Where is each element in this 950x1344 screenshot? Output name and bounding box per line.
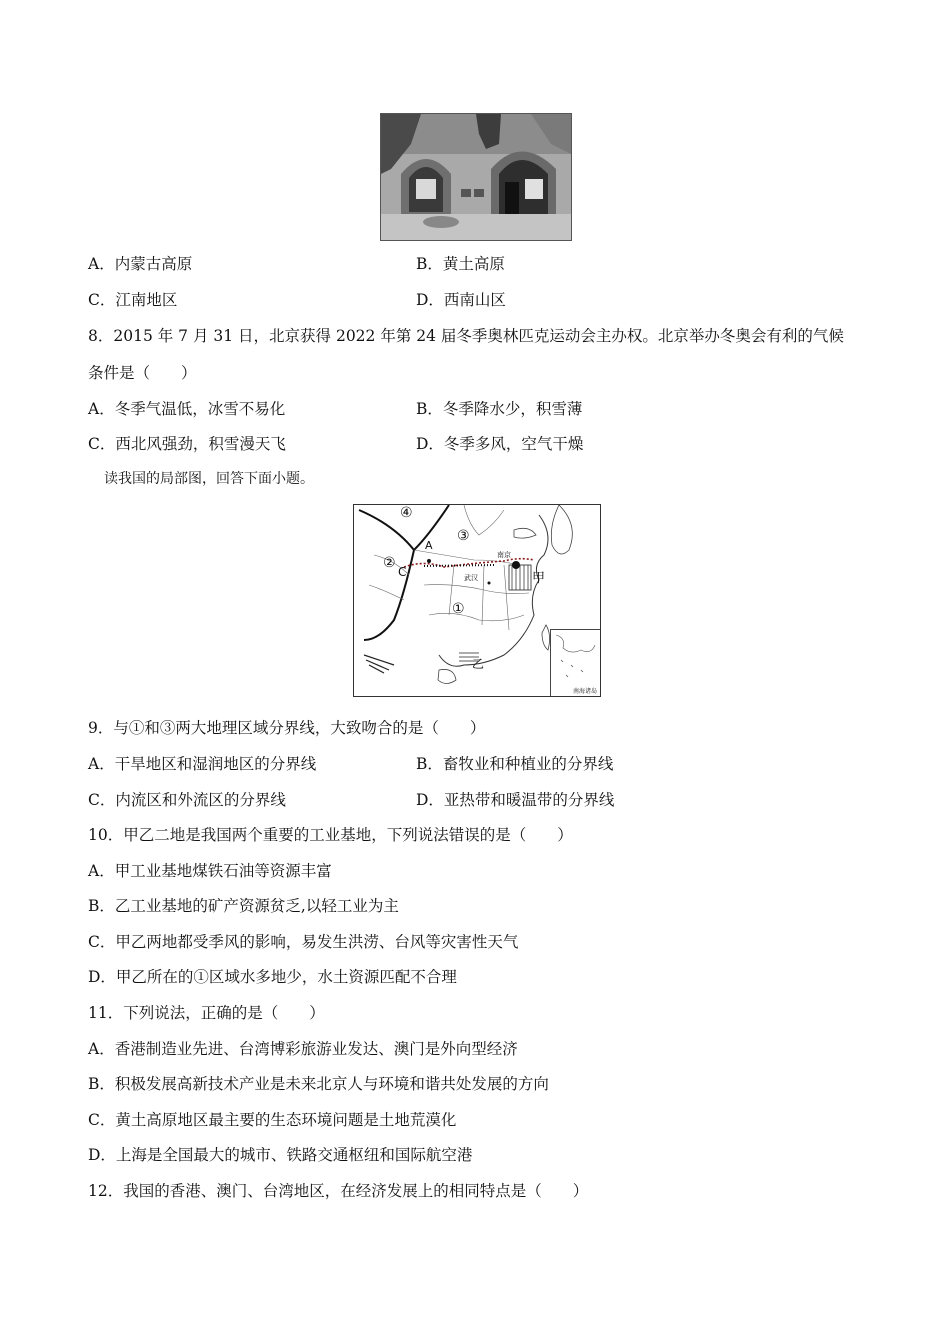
- q8-option-b: B．冬季降水少，积雪薄: [416, 400, 583, 418]
- cave-dwelling-photo: [380, 113, 572, 241]
- q9-option-a: A．干旱地区和湿润地区的分界线: [88, 755, 317, 773]
- q11-option-c: C．黄土高原地区最主要的生态环境问题是土地荒漠化: [88, 1111, 457, 1129]
- q7-option-c: C．江南地区: [88, 291, 178, 309]
- wuhan-label: 武汉: [464, 574, 478, 582]
- q8-stem-line2: 条件是（ ）: [88, 364, 197, 382]
- nanhai-label: 南海诸岛: [572, 688, 597, 695]
- q8-option-d: D．冬季多风，空气干燥: [416, 435, 584, 453]
- yaodong-image: [381, 114, 571, 240]
- q9-stem: 9．与①和③两大地理区域分界线，大致吻合的是（ ）: [88, 719, 486, 737]
- q8-option-a: A．冬季气温低，冰雪不易化: [88, 400, 286, 418]
- q10-option-a: A．甲工业基地煤铁石油等资源丰富: [88, 862, 332, 880]
- region-1-label: ①: [452, 601, 465, 617]
- q10-stem: 10．甲乙二地是我国两个重要的工业基地，下列说法错误的是（ ）: [88, 826, 573, 844]
- q9-option-c: C．内流区和外流区的分界线: [88, 791, 286, 809]
- region-4-label: ④: [400, 505, 413, 521]
- q10-option-c: C．甲乙两地都受季风的影响，易发生洪涝、台风等灾害性天气: [88, 933, 519, 951]
- q10-option-d: D．甲乙所在的①区域水多地少，水土资源匹配不合理: [88, 968, 457, 986]
- q9-option-b: B．畜牧业和种植业的分界线: [416, 755, 614, 773]
- china-region-map: [353, 504, 601, 697]
- q11-stem: 11．下列说法，正确的是（ ）: [88, 1004, 325, 1022]
- q11-option-d: D．上海是全国最大的城市、铁路交通枢纽和国际航空港: [88, 1146, 473, 1164]
- q9-option-d: D．亚热带和暖温带的分界线: [416, 791, 615, 809]
- q7-option-d: D．西南山区: [416, 291, 506, 309]
- point-c-label: C: [398, 565, 407, 579]
- q11-option-b: B．积极发展高新技术产业是未来北京人与环境和谐共处发展的方向: [88, 1075, 549, 1093]
- south-china-sea-inset: [550, 629, 600, 696]
- nanjing-label: 南京: [497, 551, 511, 559]
- region-3-label: ③: [457, 528, 470, 544]
- q8-option-c: C．西北风强劲，积雪漫天飞: [88, 435, 286, 453]
- q12-stem: 12．我国的香港、澳门、台湾地区，在经济发展上的相同特点是（ ）: [88, 1182, 589, 1200]
- q7-option-a: A．内蒙古高原: [88, 255, 193, 273]
- q8-stem-line1: 8．2015 年 7 月 31 日，北京获得 2022 年第 24 届冬季奥林匹克运动会主办权。北京举办冬奥会有利的气候: [88, 327, 844, 345]
- map-intro: 读我国的局部图，回答下面小题。: [104, 471, 314, 487]
- region-2-label: ②: [383, 555, 396, 571]
- q10-option-b: B．乙工业基地的矿产资源贫乏,以轻工业为主: [88, 897, 399, 915]
- q7-option-b: B．黄土高原: [416, 255, 505, 273]
- q11-option-a: A．香港制造业先进、台湾博彩旅游业发达、澳门是外向型经济: [88, 1040, 518, 1058]
- point-a-label: A: [425, 539, 433, 552]
- jia-label: 甲: [532, 571, 546, 586]
- yi-label: 乙: [472, 657, 485, 671]
